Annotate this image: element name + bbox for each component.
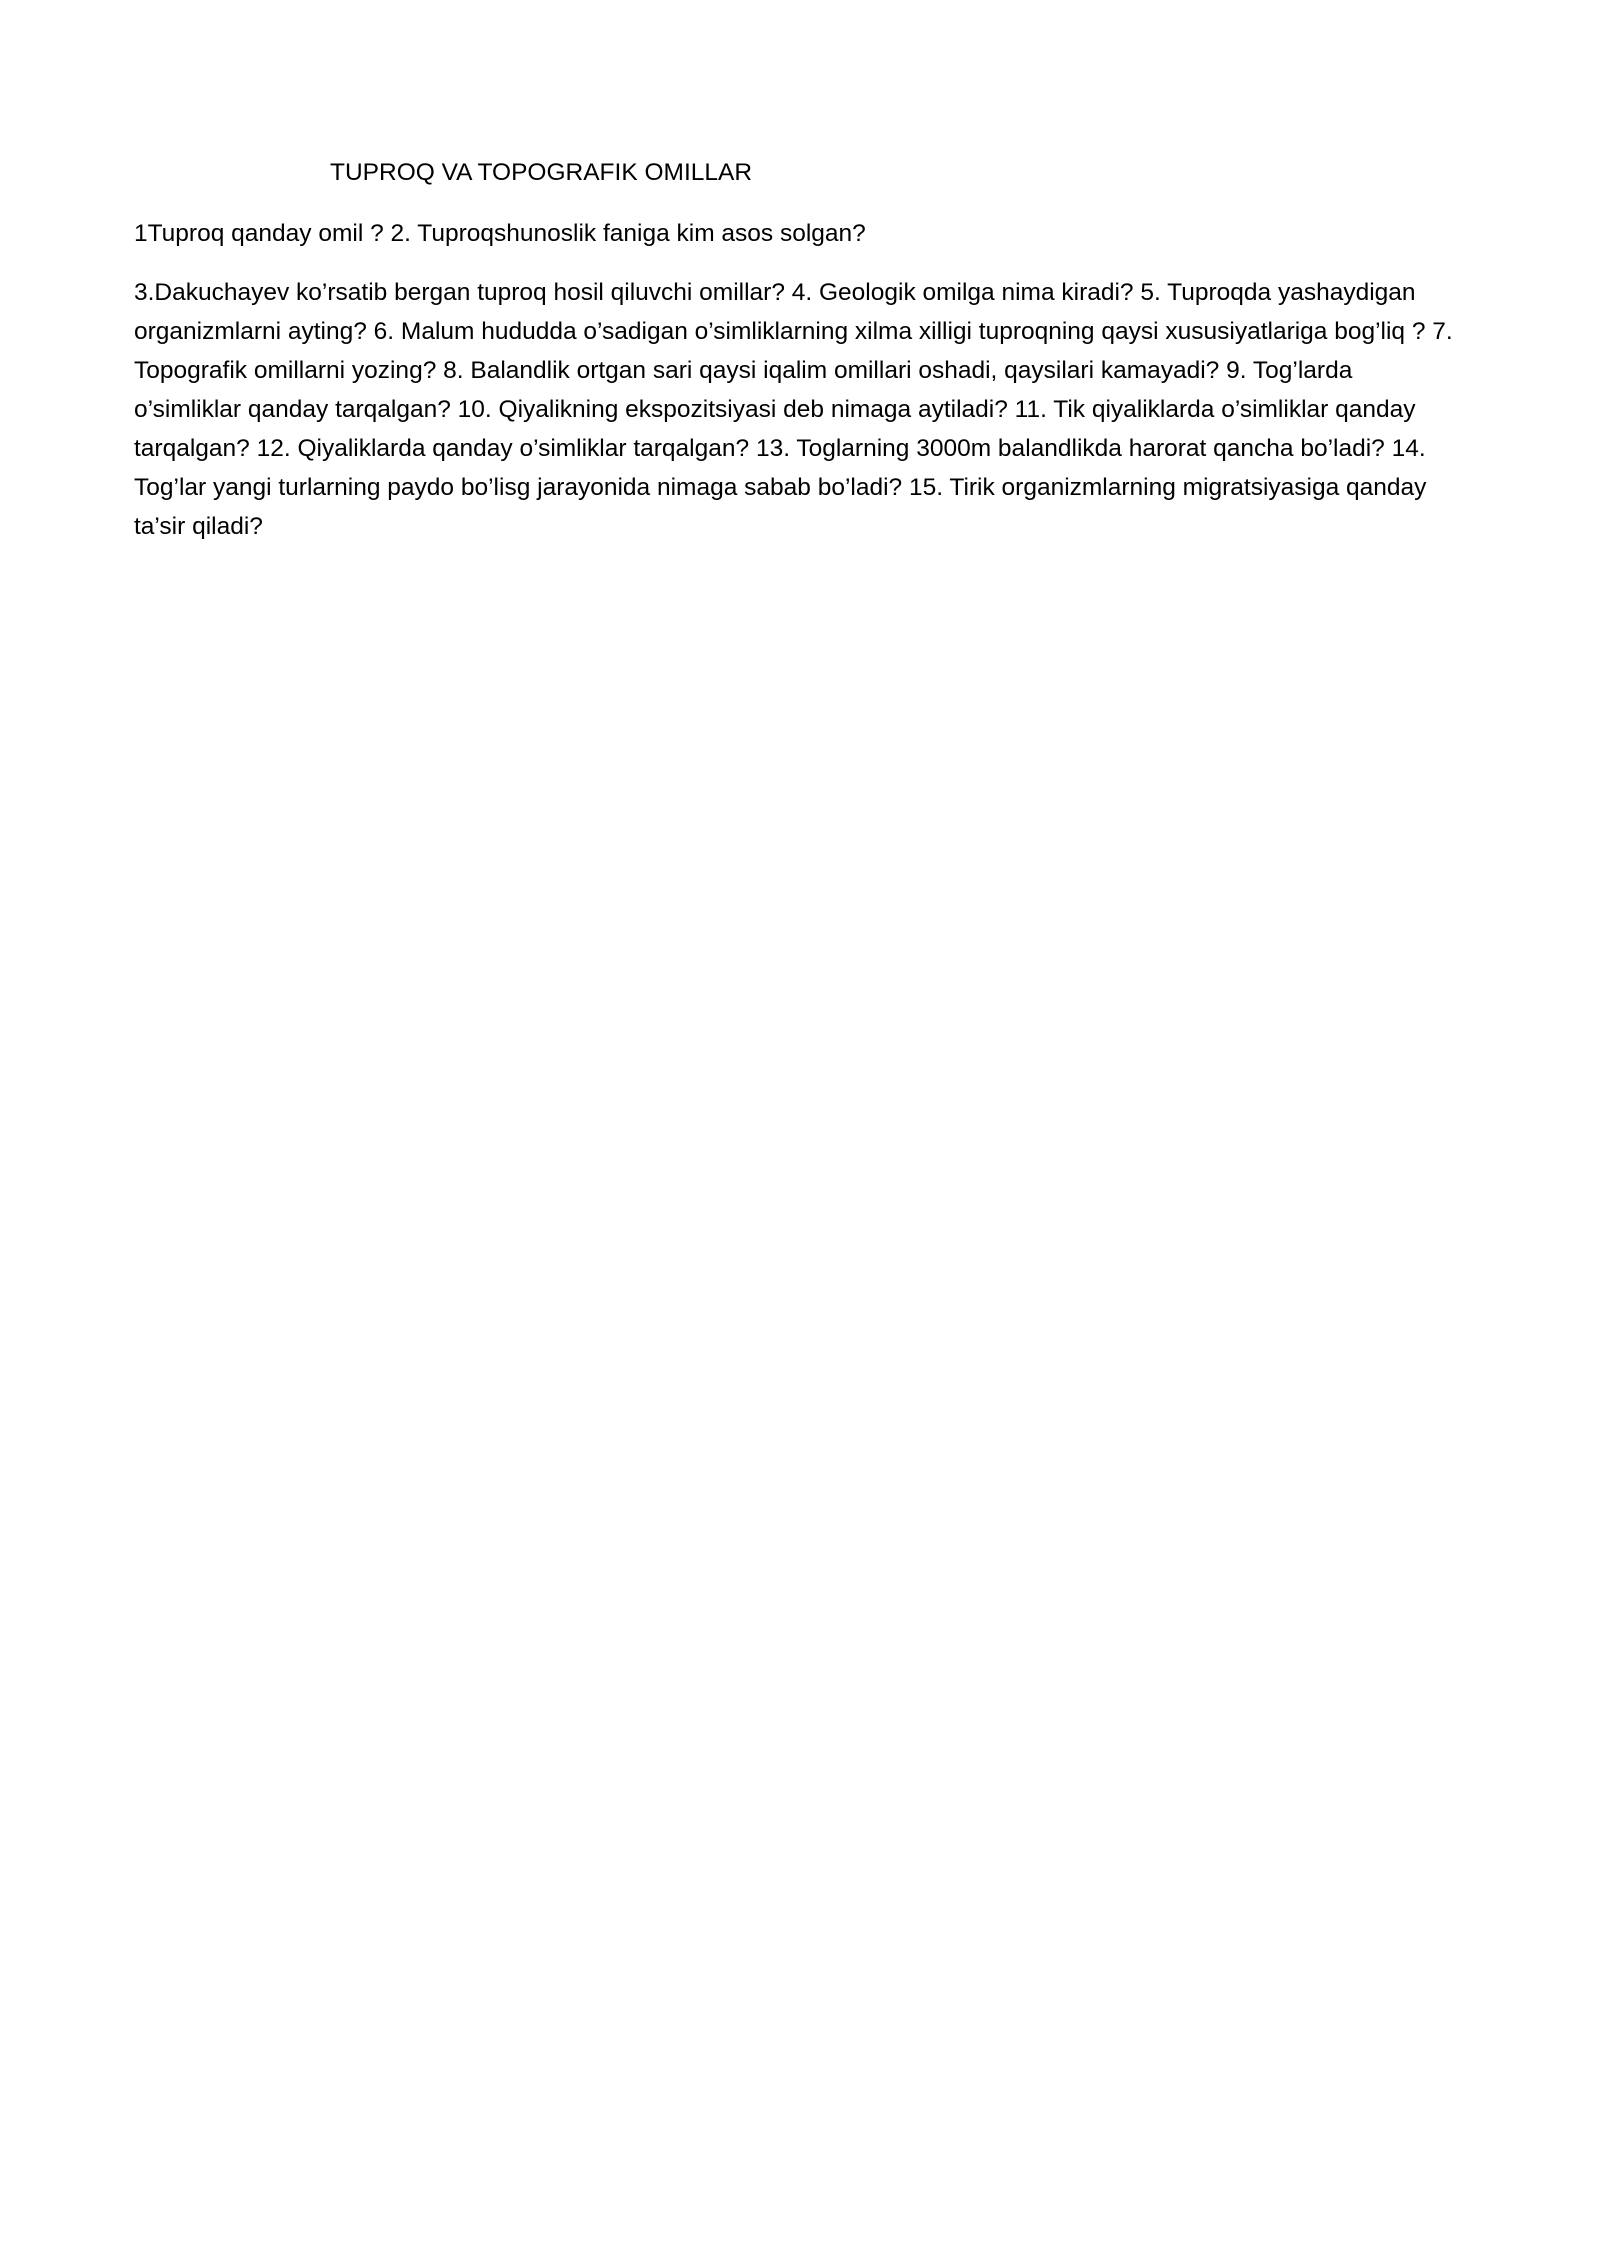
- question-paragraph-1: 1Tuproq qanday omil ? 2. Tuproqshunoslik faniga kim asos solgan?: [134, 220, 866, 247]
- document-title: TUPROQ VA TOPOGRAFIK OMILLAR: [330, 159, 753, 186]
- question-paragraph-2: 3.Dakuchayev ko’rsatib bergan tuproq hosil qiluvchi omillar? 4. Geologik omilga nima kiradi? 5. Tuproqda yashaydigan organizmlarni ayting? 6. Malum hududda o’sadigan o’simliklarning xilma xilligi tuproqning qaysi xususiyatlariga bog’liq ? 7. Topografik omillarni yozing? 8. Balandlik ortgan sari qaysi iqalim omillari oshadi, qaysilari kamayadi? 9. Tog’larda o’simliklar qanday tarqalgan? 10. Qiyalikning ekspozitsiyasi deb nimaga aytiladi? 11. Tik qiyaliklarda o’simliklar qanday tarqalgan? 12. Qiyaliklarda qanday o’simliklar tarqalgan? 13. Toglarning 3000m balandlikda harorat qancha bo’ladi? 14. Tog’lar yangi turlarning paydo bo’lisg jarayonida nimaga sabab bo’ladi? 15. Tirik organizmlarning migratsiyasiga qanday ta’sir qiladi?: [134, 279, 1453, 540]
